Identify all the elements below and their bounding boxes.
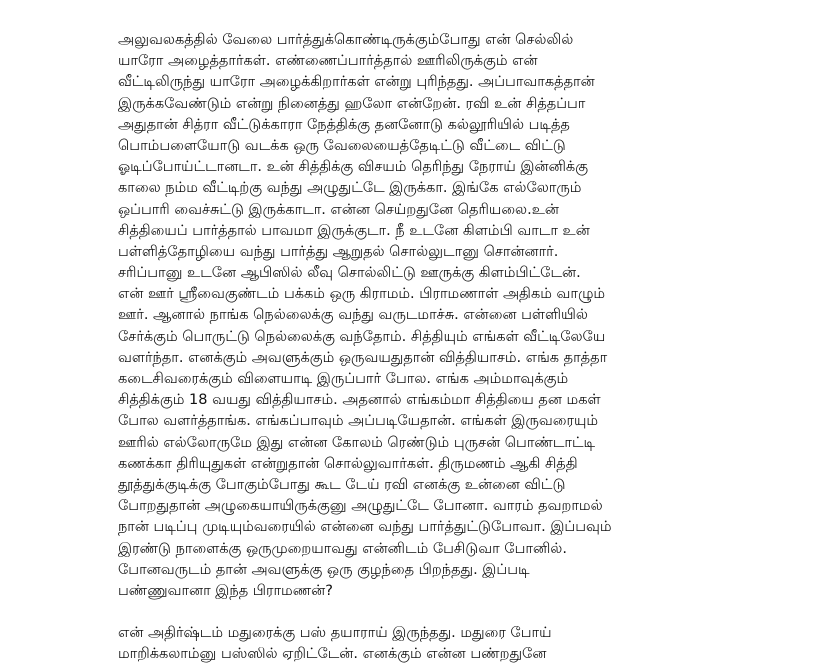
text-line: நான் படிப்பு முடியும்வரையில் என்னை வந்து பார்த்துட்டுபோவா. இப்பவும் <box>118 519 612 536</box>
text-line: என் ஊர் ஸ்ரீவைகுண்டம் பக்கம் ஒரு கிராமம். பிராமணாள் அதிகம் வாழும் <box>118 286 606 303</box>
text-line: இரண்டு நாளைக்கு ஒருமுறையாவது என்னிடம் பேசிடுவா போனில். <box>118 540 567 557</box>
text-line: சரிப்பானு உடனே ஆபிஸில் லீவு சொல்லிட்டு ஊருக்கு கிளம்பிட்டேன். <box>118 265 581 282</box>
text-line: ஓடிப்போய்ட்டானடா. உன் சித்திக்கு விசயம் தெரிந்து நேராய் இன்னிக்கு <box>118 159 589 176</box>
text-line: ஊரில் எல்லோருமே இது என்ன கோலம் ரெண்டும் புருசன் பொண்டாட்டி <box>118 434 596 451</box>
text-line: ஒப்பாரி வைச்சுட்டு இருக்காடா. என்ன செய்றதுனே தெரியலை.உன் <box>118 201 559 218</box>
text-line: வளர்ந்தா. எனக்கும் அவளுக்கும் ஒருவயதுதான் வித்தியாசம். எங்க தாத்தா <box>118 349 608 366</box>
text-line: பண்ணுவானா இந்த பிராமணன்? <box>118 582 333 599</box>
text-line: என் அதிர்ஷ்டம் மதுரைக்கு பஸ் தயாராய் இருந்தது. மதுரை போய் <box>118 625 552 642</box>
text-line: காலை நம்ம வீட்டிற்கு வந்து அழுதுட்டே இருக்கா. இங்கே எல்லோரும் <box>118 180 582 197</box>
text-line: கணக்கா திரியுதுகள் என்றுதான் சொல்லுவார்கள். திருமணம் ஆகி சித்தி <box>118 455 578 472</box>
text-line: கடைசிவரைக்கும் விளையாடி இருப்பார் போல. எங்க அம்மாவுக்கும் <box>118 371 569 387</box>
text-line: இருக்கவேண்டும் என்று நினைத்து ஹலோ என்றேன். ரவி உன் சித்தப்பா <box>118 95 586 112</box>
text-line: போல வளர்த்தாங்க. எங்கப்பாவும் அப்படியேதான். எங்கள் இருவரையும் <box>118 413 599 430</box>
paragraph-gap <box>118 602 788 623</box>
text-line: தூத்துக்குடிக்கு போகும்போது கூட டேய் ரவி எனக்கு உன்னை விட்டு <box>118 476 566 493</box>
story-text <box>118 30 788 666</box>
text-line: சித்தியைப் பார்த்தால் பாவமா இருக்குடா. நீ உடனே கிளம்பி வாடா உன் <box>118 222 590 239</box>
text-line: சித்திக்கும் 18 வயது வித்தியாசம். அதனால் எங்கம்மா சித்தியை தன மகள் <box>118 392 601 409</box>
text-line: சேர்க்கும் பொருட்டு நெல்லைக்கு வந்தோம். சித்தியும் எங்கள் வீட்டிலேயே <box>118 328 606 345</box>
text-line: ஊர். ஆனால் நாங்க நெல்லைக்கு வந்து வருடமாச்சு. என்னை பள்ளியில் <box>118 307 588 324</box>
text-line: பள்ளித்தோழியை வந்து பார்த்து ஆறுதல் சொல்லுடானு சொன்னார். <box>118 243 559 260</box>
paragraph-2 <box>118 623 788 665</box>
paragraph-1 <box>118 30 788 602</box>
text-line: யாரோ அழைத்தார்கள். எண்ணைப்பார்த்தால் ஊரிலிருக்கும் என் <box>118 53 538 70</box>
text-line: அதுதான் சித்ரா வீட்டுக்காரா நேத்திக்கு தனனோடு கல்லூரியில் படித்த <box>118 116 570 133</box>
text-line: பொம்பளையோடு வடக்க ஒரு வேலையைத்தேடிட்டு வீட்டை விட்டு <box>118 137 566 154</box>
text-line: வீட்டிலிருந்து யாரோ அழைக்கிறார்கள் என்று புரிந்தது. அப்பாவாகத்தான் <box>118 74 595 91</box>
text-line: போறதுதான் அழுகையாயிருக்குனு அழுதுட்டே போனா. வாரம் தவறாமல் <box>118 498 603 515</box>
text-line: மாறிக்கலாம்னு பஸ்ஸில் ஏறிட்டேன். எனக்கும் என்ன பண்றதுனே <box>118 646 547 663</box>
text-line: போனவருடம் தான் அவளுக்கு ஒரு குழந்தை பிறந்தது. இப்படி <box>118 561 530 578</box>
text-line: அலுவலகத்தில் வேலை பார்த்துக்கொண்டிருக்கும்போது என் செல்லில் <box>118 32 574 48</box>
